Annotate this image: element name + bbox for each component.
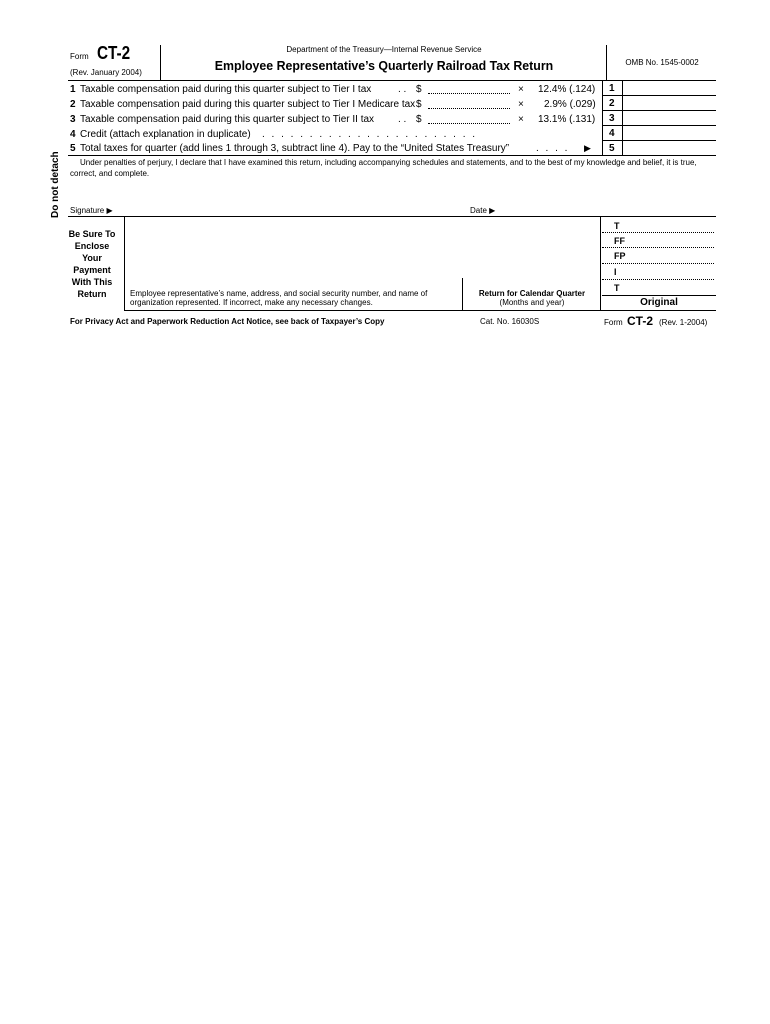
line-4-label: Credit (attach explanation in duplicate) xyxy=(80,129,251,140)
form-code: CT-2 xyxy=(97,43,131,63)
code-t-2: T xyxy=(614,283,620,293)
department-name: Department of the Treasury—Internal Revenue Service xyxy=(286,45,482,54)
footer-form-word: Form xyxy=(604,318,623,327)
line-5-total-field[interactable] xyxy=(623,141,716,154)
enclose-payment-note: Be Sure To Enclose Your Payment With This Return xyxy=(68,229,116,299)
form-revision: (Rev. January 2004) xyxy=(70,68,142,77)
do-not-detach-label: Do not detach xyxy=(50,151,61,218)
line-3-rate: 13.1% (.131) xyxy=(538,114,596,125)
code-t-1: T xyxy=(614,221,620,231)
date-label: Date ▶ xyxy=(470,206,496,215)
line-5-label: Total taxes for quarter (add lines 1 through 3, subtract line 4). Pay to the “United States Treasury” xyxy=(80,143,510,154)
line-2-label: Taxable compensation paid during this quarter subject to Tier I Medicare tax xyxy=(80,99,416,110)
footer-revision: (Rev. 1-2004) xyxy=(659,318,708,327)
line-2-amount-input[interactable] xyxy=(428,108,510,109)
arrow-right-icon: ▶ xyxy=(584,143,591,153)
signature-label: Signature ▶ xyxy=(70,206,113,215)
date-field[interactable] xyxy=(500,200,600,215)
form-title: Employee Representative’s Quarterly Railroad Tax Return xyxy=(214,58,554,73)
perjury-statement: Under penalties of perjury, I declare that I have examined this return, including accompanying schedules and statements, and to the best of my knowledge and belief, it is true, correct, and complete. xyxy=(70,158,697,178)
privacy-notice: For Privacy Act and Paperwork Reduction Act Notice, see back of Taxpayer’s Copy xyxy=(70,317,385,326)
line-3-total-field[interactable] xyxy=(623,111,716,124)
representative-caption: Employee representative’s name, address, and social security number, and name of organization represented. If incorrect, make any necessary changes. xyxy=(130,289,428,307)
representative-address-field[interactable] xyxy=(126,218,598,280)
line-1-label: Taxable compensation paid during this quarter subject to Tier I tax xyxy=(80,84,372,95)
calendar-quarter-sublabel: (Months and year) xyxy=(499,298,565,307)
signature-field[interactable] xyxy=(122,200,462,215)
line-1-total-field[interactable] xyxy=(623,81,716,94)
line-3-amount-input[interactable] xyxy=(428,123,510,124)
line-3-label: Taxable compensation paid during this quarter subject to Tier II tax xyxy=(80,114,375,125)
catalog-number: Cat. No. 16030S xyxy=(480,317,540,326)
form-word: Form xyxy=(70,52,89,61)
code-i: I xyxy=(614,267,617,277)
code-fp: FP xyxy=(614,251,626,261)
line-2-rate: 2.9% (.029) xyxy=(544,99,596,110)
line-2-total-field[interactable] xyxy=(623,96,716,109)
copy-original-label: Original xyxy=(640,297,678,308)
code-ff: FF xyxy=(614,236,625,246)
calendar-quarter-label: Return for Calendar Quarter xyxy=(478,289,586,298)
line-1-rate: 12.4% (.124) xyxy=(538,84,596,95)
line-1-amount-input[interactable] xyxy=(428,93,510,94)
line-4-total-field[interactable] xyxy=(623,126,716,139)
omb-number: OMB No. 1545-0002 xyxy=(625,58,699,67)
footer-form-code: CT-2 xyxy=(627,314,654,328)
